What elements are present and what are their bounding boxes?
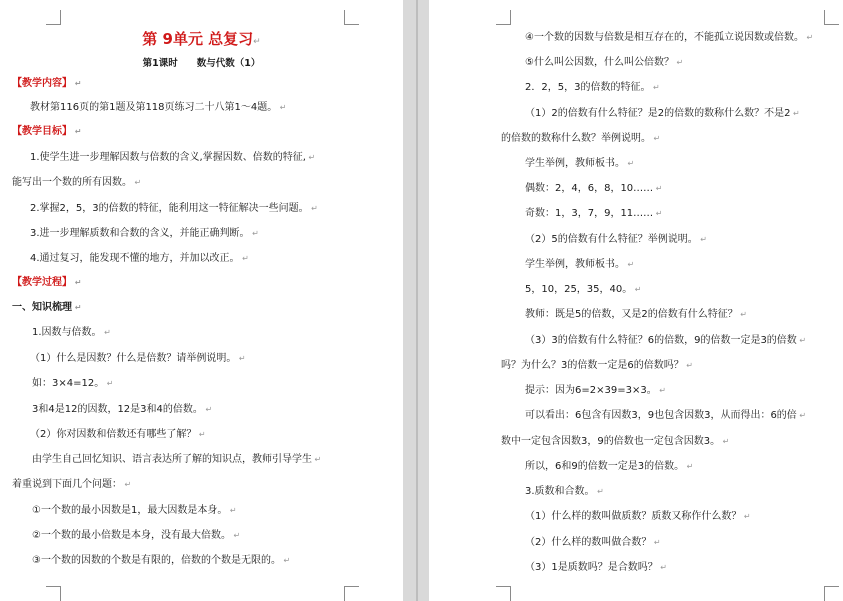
subsection-heading: 一、知识梳理 ↵ xyxy=(12,302,82,314)
paragraph-line: （1）什么样的数叫做质数？质数又称作什么数？ ↵ xyxy=(525,511,751,523)
paragraph-line: 所以，6和9的倍数一定是3的倍数。 ↵ xyxy=(525,461,693,473)
paragraph-line: ⑤什么叫公因数，什么叫公倍数？ ↵ xyxy=(525,57,683,69)
paragraph-line: 吗？为什么？3的倍数一定是6的倍数吗？ ↵ xyxy=(501,360,693,372)
paragraph-line: 教材第116页的第1题及第118页练习二十八第1～4题。 ↵ xyxy=(30,102,287,114)
paragraph-line: ②一个数的最小倍数是本身，没有最大倍数。 ↵ xyxy=(32,530,240,542)
paragraph-line: 能写出一个数的所有因数。 ↵ xyxy=(12,177,141,189)
lesson-subtitle: 第1课时 数与代数（1） xyxy=(142,58,261,69)
document-page-right xyxy=(429,0,843,601)
paragraph-line: 如：3×4=12。 ↵ xyxy=(32,378,113,390)
paragraph-line: 5，10，25，35，40。 ↵ xyxy=(525,284,642,296)
paragraph-line: （1）2的倍数有什么特征？是2的倍数的数称什么数？不是2 ↵ xyxy=(525,108,800,120)
paragraph-line: ③一个数的因数的个数是有限的，倍数的个数是无限的。 ↵ xyxy=(32,555,290,567)
paragraph-line: （2）5的倍数有什么特征？举例说明。 ↵ xyxy=(525,234,707,246)
unit-title: 第 9单元 总复习 ↵ xyxy=(0,30,403,51)
paragraph-line: （3）3的倍数有什么特征？6的倍数，9的倍数一定是3的倍数 ↵ xyxy=(525,335,806,347)
paragraph-line: 着重说到下面几个问题： ↵ xyxy=(12,479,131,491)
paragraph-line: 2．2，5，3的倍数的特征。 ↵ xyxy=(525,82,660,94)
paragraph-line: 1.因数与倍数。 ↵ xyxy=(32,327,111,339)
paragraph-line: ④一个数的因数与倍数是相互存在的，不能孤立说因数或倍数。 ↵ xyxy=(525,32,813,44)
paragraph-line: 1.使学生进一步理解因数与倍数的含义,掌握因数、倍数的特征, ↵ xyxy=(30,152,315,164)
paragraph-line: 奇数：1，3，7，9，11…… ↵ xyxy=(525,208,662,220)
paragraph-line: 3.质数和合数。 ↵ xyxy=(525,486,604,498)
section-heading-content: 【教学内容】 ↵ xyxy=(12,78,82,90)
section-heading-process: 【教学过程】 ↵ xyxy=(12,277,82,289)
paragraph-line: （2）你对因数和倍数还有哪些了解？ ↵ xyxy=(30,429,206,441)
paragraph-line: 4.通过复习，能发现不懂的地方，并加以改正。 ↵ xyxy=(30,253,249,265)
paragraph-line: 可以看出：6包含有因数3，9也包含因数3，从而得出：6的倍 ↵ xyxy=(525,410,806,422)
corner-mark xyxy=(824,10,839,25)
corner-mark xyxy=(824,586,839,601)
page-gutter xyxy=(403,0,429,601)
paragraph-line: 3和4是12的因数，12是3和4的倍数。 ↵ xyxy=(32,404,212,416)
corner-mark xyxy=(46,10,61,25)
corner-mark xyxy=(344,10,359,25)
paragraph-line: 由学生自己回忆知识、语言表达所了解的知识点，教师引导学生 ↵ xyxy=(32,454,321,466)
paragraph-line: （3）1是质数吗？是合数吗？ ↵ xyxy=(525,562,667,574)
paragraph-line: 学生举例，教师板书。 ↵ xyxy=(525,259,634,271)
corner-mark xyxy=(46,586,61,601)
paragraph-line: 学生举例，教师板书。 ↵ xyxy=(525,158,634,170)
paragraph-line: （1）什么是因数？什么是倍数？请举例说明。 ↵ xyxy=(30,353,246,365)
paragraph-line: 偶数：2，4，6，8，10…… ↵ xyxy=(525,183,662,195)
corner-mark xyxy=(496,586,511,601)
paragraph-line: 教师：既是5的倍数，又是2的倍数有什么特征？ ↵ xyxy=(525,309,747,321)
paragraph-line: 的倍数的数称什么数？举例说明。 ↵ xyxy=(501,133,660,145)
paragraph-line: 2.掌握2，5，3的倍数的特征，能利用这一特征解决一些问题。 ↵ xyxy=(30,203,318,215)
paragraph-line: 3.进一步理解质数和合数的含义，并能正确判断。 ↵ xyxy=(30,228,259,240)
section-heading-objectives: 【教学目标】 ↵ xyxy=(12,126,82,138)
paragraph-line: ①一个数的最小因数是1，最大因数是本身。 ↵ xyxy=(32,505,237,517)
paragraph-line: （2）什么样的数叫做合数？ ↵ xyxy=(525,537,661,549)
paragraph-line: 提示：因为6=2×39=3×3。 ↵ xyxy=(525,385,666,397)
corner-mark xyxy=(344,586,359,601)
paragraph-line: 数中一定包含因数3，9的倍数也一定包含因数3。 ↵ xyxy=(501,436,729,448)
document-page-left xyxy=(0,0,403,601)
corner-mark xyxy=(496,10,511,25)
